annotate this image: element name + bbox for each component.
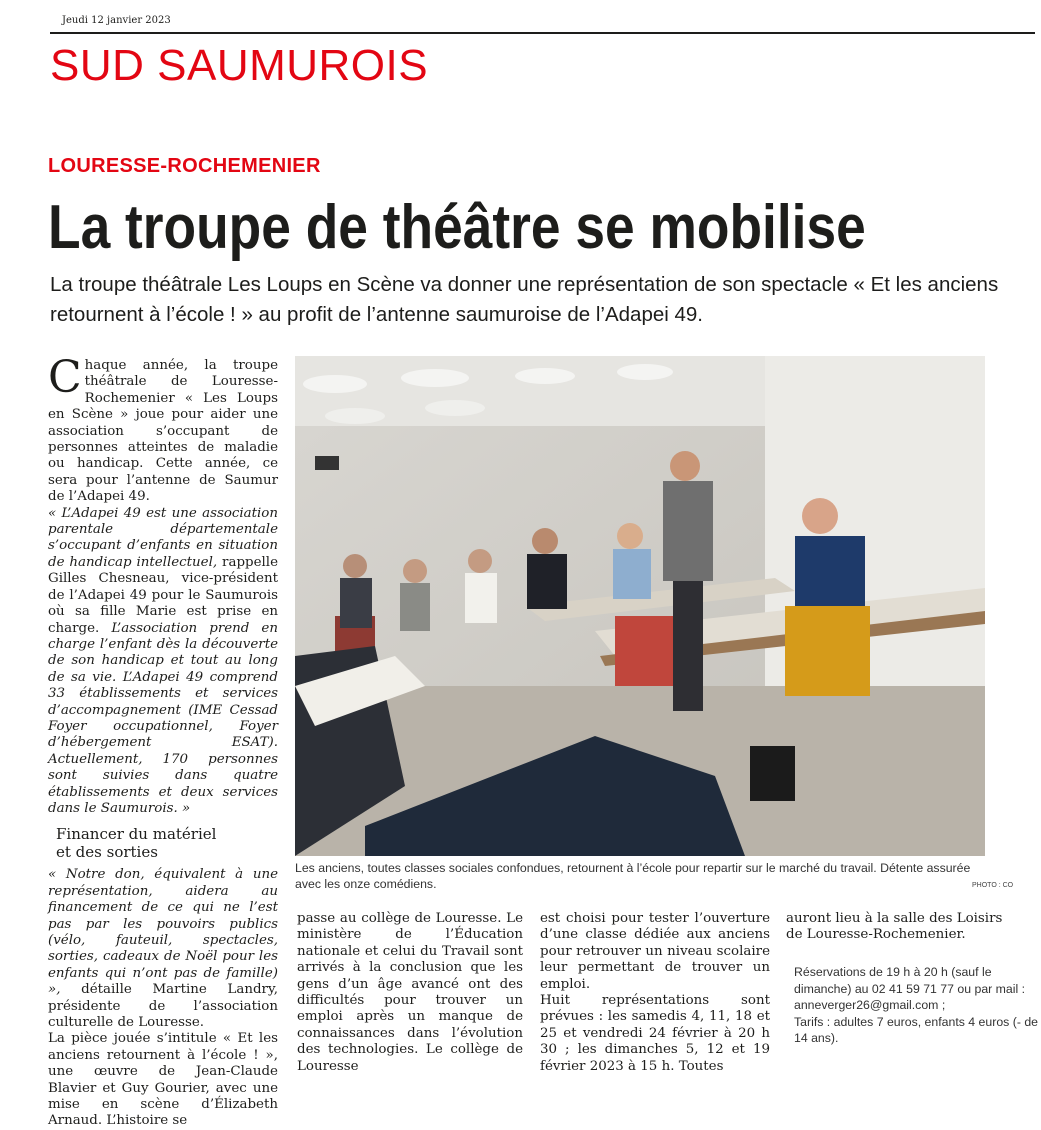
pricing-info: Tarifs : adultes 7 euros, enfants 4 euros (- de 14 ans).: [794, 1014, 1039, 1045]
rehearsal-photo: [295, 356, 985, 856]
article-kicker: LOURESSE-ROCHEMENIER: [48, 155, 321, 177]
paragraph-col4: auront lieu à la salle des Loisirs de Louresse-Rochemenier.: [786, 911, 1003, 943]
article-column-4: [786, 911, 1020, 944]
article-lede: La troupe théâtrale Les Loups en Scène va donner une représentation de son spectacle « Et les anciens retournent à l’école ! » au profit de l’antenne saumuroise de l’Adapei 49.: [50, 273, 999, 326]
drop-cap: C: [48, 352, 82, 403]
issue-date: Jeudi 12 janvier 2023: [62, 15, 171, 26]
article-column-1: [48, 352, 278, 1130]
article-column-2: [297, 911, 523, 1075]
paragraph-col2: passe au collège de Louresse. Le ministère de l’Éducation nationale et celui du Travail sont arrivés à la conclusion que les gens d’un âge avancé ont des difficultés pour trouver un emploi après un manque de connaissances dans l’évolution des technologies. Le collège de Louresse: [297, 911, 523, 1074]
practical-info-box: [794, 964, 1039, 1047]
photo-credit: PHOTO : CO: [972, 882, 1014, 889]
paragraph-intro: Chaque année, la troupe théâtrale de Louresse-Rochemenier « Les Loups en Scène » joue pour aider une association s’occupant de personnes atteintes de maladie ou handicap. Cette année, ce sera pour l’antenne de Saumur de l’Adapei 49.: [48, 352, 278, 505]
article-photo: [295, 356, 985, 856]
article-column-3: [540, 911, 770, 1075]
header-rule: [50, 32, 1035, 34]
paragraph-quote-1: « L’Adapei 49 est une association parentale départementale s’occupant d’enfants en situation de handicap intellectuel, rappelle Gilles Chesneau, vice-président de l’Adapei 49 pour le Saumurois où sa fille Marie est prise en charge. L’association prend en charge l’enfant dès la découverte de son handicap et tout au long de sa vie. L’Adapei 49 comprend 33 établissements et services d’accompagnement (IME Cessad Foyer occupationnel, Foyer d’hébergement ESAT). Actuellement, 170 personnes sont suivies dans quatre établissements et deux services dans le Saumurois. »: [48, 505, 278, 816]
reservation-info: Réservations de 19 h à 20 h (sauf le dimanche) au 02 41 59 71 77 ou par mail : anneverger26@gmail.com ;: [794, 965, 1026, 1012]
paragraph-col3-a: est choisi pour tester l’ouverture d’une classe dédiée aux anciens pour retrouver un niveau scolaire leur permettant de trouver un emploi.: [540, 911, 770, 992]
photo-caption: Les anciens, toutes classes sociales confondues, retournent à l’école pour repartir sur le marché du travail. Détente assurée avec les onze comédiens.: [295, 861, 971, 891]
paragraph-play: La pièce jouée s’intitule « Et les anciens retournent à l’école ! », une œuvre de Jean-Claude Blavier et Guy Gourier, avec une mise en scène d’Élizabeth Arnaud. L’histoire se: [48, 1031, 278, 1129]
paragraph-col3-b: Huit représentations sont prévues : les samedis 4, 11, 18 et 25 et vendredi 24 février à 20 h 30 ; les dimanches 5, 12 et 19 février 2023 à 15 h. Toutes: [540, 993, 770, 1074]
section-title: SUD SAUMUROIS: [50, 41, 429, 90]
paragraph-quote-2: « Notre don, équivalent à une représentation, aidera au financement de ce qui ne l’est pas par les pouvoirs publics (vélo, fauteuil, spectacles, sorties, cadeaux de Noël pour les enfants qui n’ont pas de famille) », détaille Martine Landry, présidente de l’association culturelle de Louresse.: [48, 867, 278, 1031]
subheading: Financer du matériel et des sorties: [56, 825, 217, 862]
article-headline: La troupe de théâtre se mobilise: [48, 193, 866, 262]
